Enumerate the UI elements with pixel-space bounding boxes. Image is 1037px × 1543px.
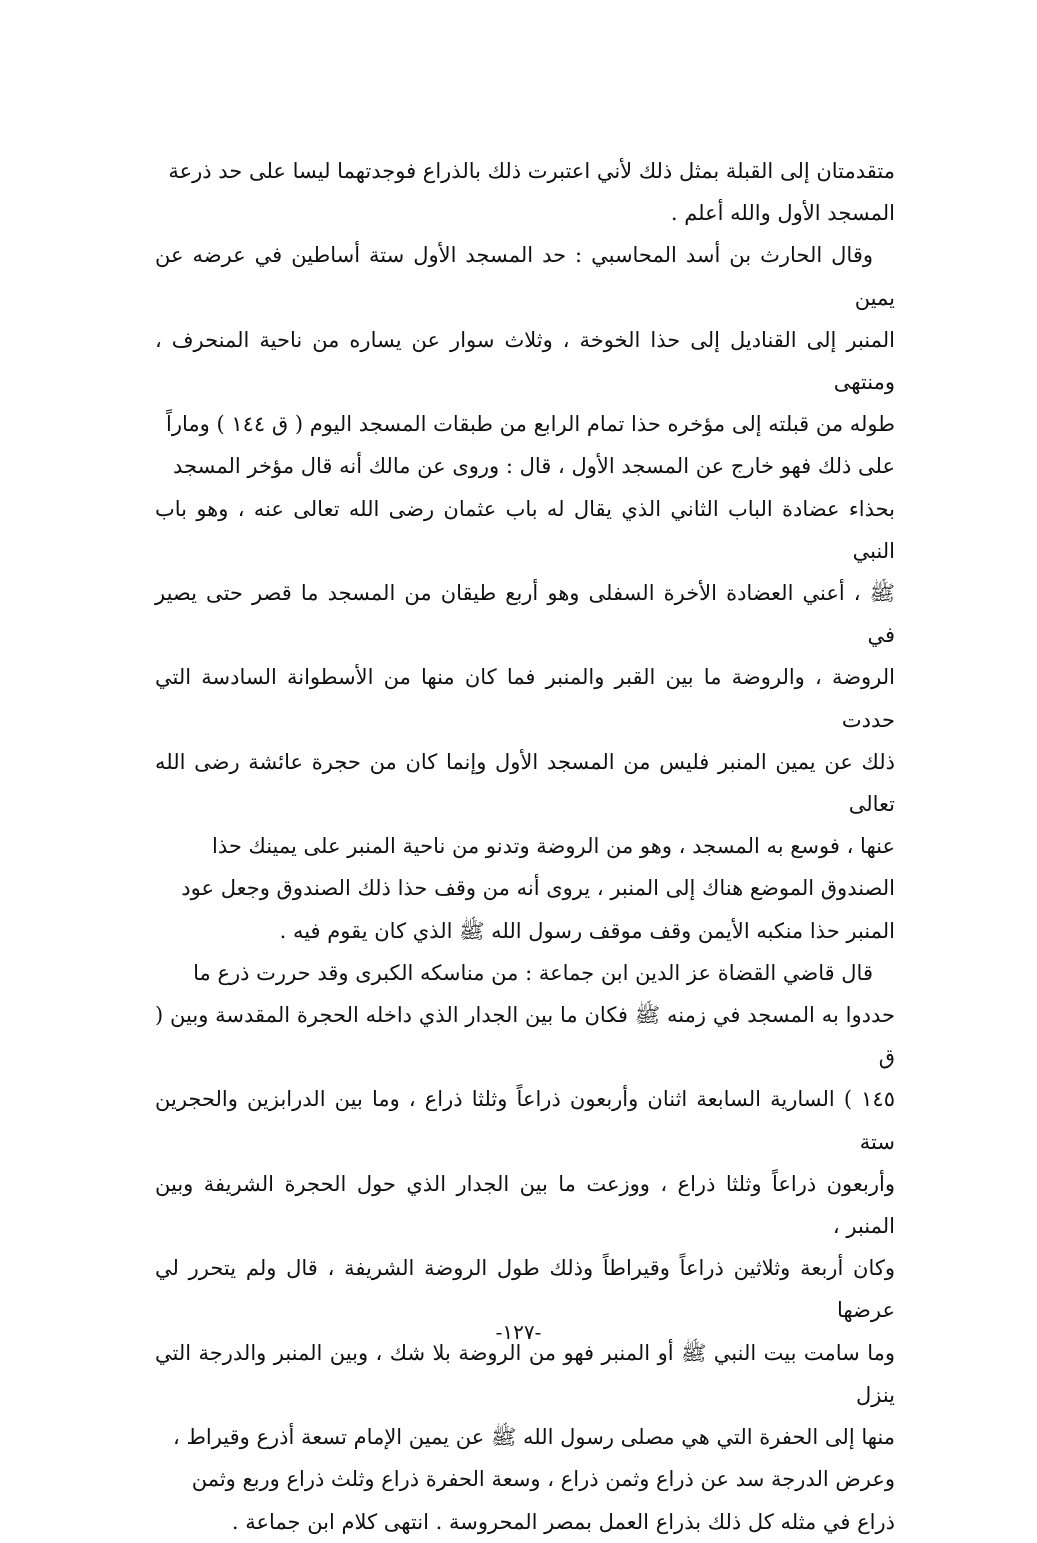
paragraph-continuation: متقدمتان إلى القبلة بمثل ذلك لأني اعتبرت ذلك بالذراع فوجدتهما ليسا على حد ذرعة المسجد الأول والله أعلم .: [168, 159, 895, 226]
paragraph-ibn-jamaa: قال قاضي القضاة عز الدين ابن جماعة : من مناسكه الكبرى وقد حررت ذرع ما حددوا به المسجد في زمنه ﷺ فكان ما بين الجدار الذي داخله الحجرة المقدسة وبين ( ق ١٤٥ ) السارية السابعة اثنان وأربعون ذراعاً وثلثا ذراع ، وما بين الدرابزين والحجرين ستة وأربعون ذراعاً وثلثا ذراع ، ووزعت ما بين الجدار الذي حول الحجرة الشريفة وبين المنبر ، وكان أربعة وثلاثين ذراعاً وقيراطاً وذلك طول الروضة الشريفة ، قال ولم يتحرر لي عرضها وما سامت بيت النبي ﷺ أو المنبر فهو من الروضة بلا شك ، وبين المنبر والدرجة التي ينزل منها إلى الحفرة التي هي مصلى رسول الله ﷺ عن يمين الإمام تسعة أذرع وقيراط ، وعرض الدرجة سد عن ذراع وثمن ذراع ، وسعة الحفرة ذراع وثلث ذراع وربع وثمن ذراع في مثله كل ذلك بذراع العمل بمصر المحروسة . انتهى كلام ابن جماعة .: [155, 960, 895, 1534]
page-number: -١٢٧-: [495, 1320, 542, 1344]
paragraph-harith-al-muhasibi: وقال الحارث بن أسد المحاسبي : حد المسجد الأول ستة أساطين في عرضه عن يمين المنبر إلى القناديل إلى حذا الخوخة ، وثلاث سوار عن يساره من ناحية المنحرف ، ومنتهى طوله من قبلته إلى مؤخره حذا تمام الرابع من طبقات المسجد اليوم ( ق ١٤٤ ) وماراً على ذلك فهو خارج عن المسجد الأول ، قال : وروى عن مالك أنه قال مؤخر المسجد بحذاء عضادة الباب الثاني الذي يقال له باب عثمان رضى الله تعالى عنه ، وهو باب النبي ﷺ ، أعني العضادة الأخرة السفلى وهو أربع طيقان من المسجد ما قصر حتى يصير في الروضة ، والروضة ما بين القبر والمنبر فما كان منها من الأسطوانة السادسة التي حددت ذلك عن يمين المنبر فليس من المسجد الأول وإنما كان من حجرة عائشة رضى الله تعالى عنها ، فوسع به المسجد ، وهو من الروضة وتدنو من ناحية المنبر على يمينك حذا الصندوق الموضع هناك إلى المنبر ، يروى أنه من وقف حذا ذلك الصندوق وجعل عود المنبر حذا منكبه الأيمن وقف موقف رسول الله ﷺ الذي كان يقوم فيه .: [155, 243, 895, 943]
